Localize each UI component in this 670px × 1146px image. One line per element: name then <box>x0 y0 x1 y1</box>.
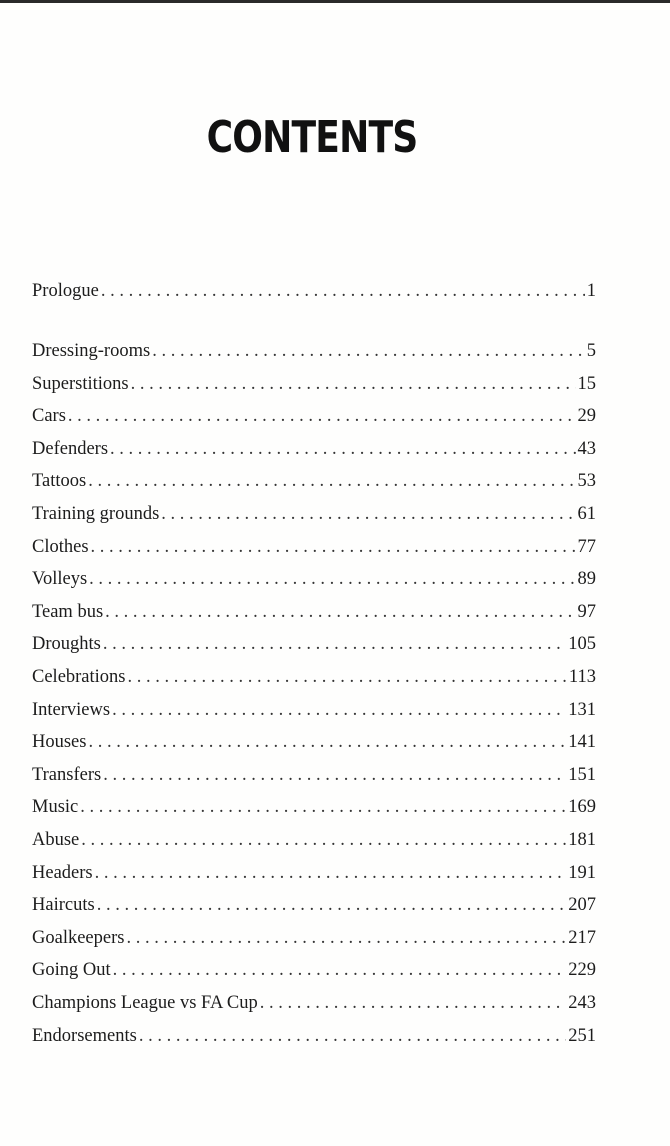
toc-entry-title: Superstitions <box>32 373 129 394</box>
dot-leader <box>97 892 567 918</box>
dot-leader <box>103 762 566 788</box>
toc-entry <box>32 599 596 625</box>
toc-page-number: 207 <box>568 895 596 916</box>
toc-entry <box>32 631 596 657</box>
toc-entry <box>32 794 596 820</box>
dot-leader <box>91 534 576 560</box>
toc-entry-title: Music <box>32 797 79 818</box>
toc-entry-title: Going Out <box>32 960 111 981</box>
toc-entry-title: Abuse <box>32 830 80 850</box>
toc-entry <box>32 338 596 364</box>
toc-entry-title: Haircuts <box>32 895 95 916</box>
toc-page-number: 151 <box>568 764 596 785</box>
toc-page-number: 1 <box>586 281 596 301</box>
dot-leader <box>89 566 575 592</box>
dot-leader <box>103 631 566 657</box>
toc-entry-title: Team bus <box>32 601 104 622</box>
dot-leader <box>68 403 576 429</box>
toc-entry-title: Celebrations <box>32 667 126 687</box>
toc-entry-title: Defenders <box>32 438 109 459</box>
toc-page-number: 61 <box>577 504 596 524</box>
toc-entry <box>32 990 596 1016</box>
toc-page-number: 15 <box>577 373 596 394</box>
toc-page-number: 113 <box>568 667 596 687</box>
toc-entry-title: Clothes <box>32 536 89 557</box>
toc-entry-title: Prologue <box>32 281 99 301</box>
dot-leader <box>131 371 576 397</box>
dot-leader <box>88 468 575 494</box>
toc-page-number: 77 <box>577 536 596 557</box>
dot-leader <box>80 794 566 820</box>
toc-page-number: 243 <box>568 993 596 1013</box>
dot-leader <box>161 501 575 527</box>
toc-entry-title: Training grounds <box>32 504 160 524</box>
toc-entry-title: Goalkeepers <box>32 927 125 948</box>
toc-entry <box>32 697 596 723</box>
toc-entry <box>32 566 596 592</box>
contents-heading: CONTENTS <box>206 112 418 163</box>
toc-entry-title: Droughts <box>32 634 101 655</box>
toc-page-number: 105 <box>568 634 596 655</box>
toc-entry <box>32 729 596 755</box>
toc-page-number: 251 <box>568 1025 596 1046</box>
toc-page-number: 217 <box>568 927 596 948</box>
toc-page-number: 169 <box>568 797 596 818</box>
dot-leader <box>260 990 566 1016</box>
toc-entry <box>32 371 596 397</box>
toc-entry <box>32 534 596 560</box>
page-top-edge <box>0 0 670 3</box>
toc-entry-title: Interviews <box>32 699 111 720</box>
toc-entry <box>32 762 596 788</box>
toc-entry-title: Houses <box>32 732 87 753</box>
dot-leader <box>128 664 567 690</box>
toc-page-number: 53 <box>577 471 596 492</box>
dot-leader <box>113 957 567 983</box>
toc-page-number: 43 <box>577 438 596 459</box>
dot-leader <box>152 338 585 364</box>
toc-page-number: 191 <box>568 862 596 883</box>
toc-entry <box>32 664 596 690</box>
dot-leader <box>81 827 566 853</box>
toc-entry <box>32 925 596 951</box>
toc-page-number: 131 <box>568 699 596 720</box>
toc-entry <box>32 468 596 494</box>
toc-entry-title: Volleys <box>32 569 88 590</box>
toc-entry <box>32 436 596 462</box>
toc-entry <box>32 501 596 527</box>
toc-entry <box>32 278 596 304</box>
dot-leader <box>105 599 575 625</box>
dot-leader <box>101 278 585 304</box>
toc-entry-title: Transfers <box>32 764 102 785</box>
toc-entry <box>32 957 596 983</box>
dot-leader <box>139 1023 566 1049</box>
toc-page-number: 141 <box>568 732 596 753</box>
toc-entry <box>32 403 596 429</box>
dot-leader <box>88 729 566 755</box>
toc-entry <box>32 827 596 853</box>
toc-page-number: 97 <box>577 601 596 622</box>
toc-entry-title: Endorsements <box>32 1025 137 1046</box>
dot-leader <box>110 436 575 462</box>
dot-leader <box>126 925 566 951</box>
toc-page-number: 29 <box>577 406 596 427</box>
toc-entry-title: Headers <box>32 862 93 883</box>
dot-leader <box>112 697 566 723</box>
toc-entry-title: Cars <box>32 406 66 427</box>
toc-entry-title: Dressing-rooms <box>32 341 151 361</box>
toc-page-number: 181 <box>568 830 596 850</box>
toc-entry <box>32 860 596 886</box>
toc-entry-title: Champions League vs FA Cup <box>32 993 258 1013</box>
toc-entry <box>32 1023 596 1049</box>
toc-page-number: 5 <box>586 341 596 361</box>
toc-page-number: 89 <box>577 569 596 590</box>
toc-entry <box>32 892 596 918</box>
toc-page-number: 229 <box>568 960 596 981</box>
dot-leader <box>95 860 567 886</box>
toc-entry-title: Tattoos <box>32 471 87 492</box>
